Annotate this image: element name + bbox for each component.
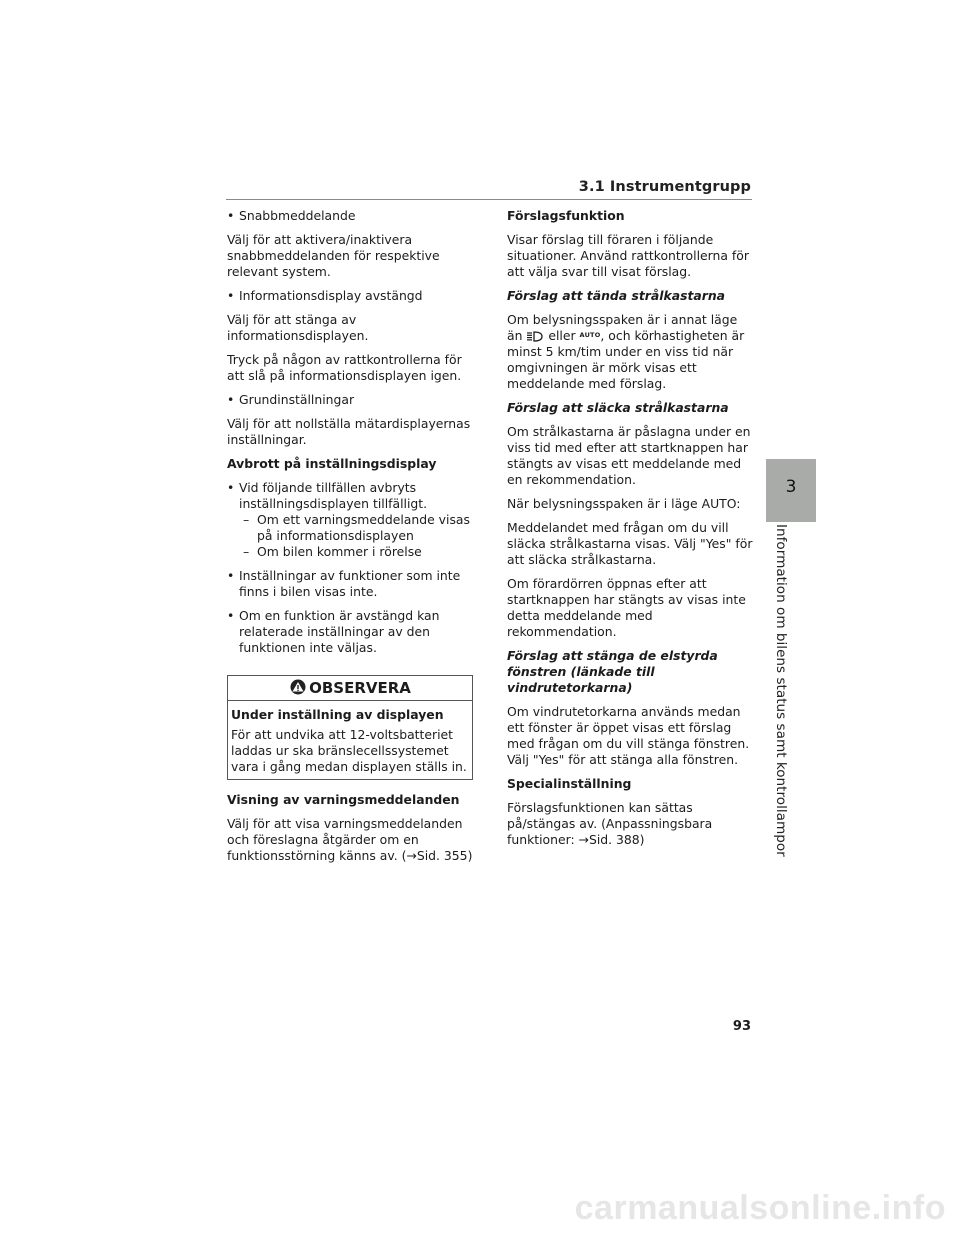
warning-text: För att undvika att 12-voltsbatteriet laddas ur ska bränslecellssystemet vara i gång medan displayen ställs in.: [231, 727, 467, 774]
sub-item-text: Om ett varningsmeddelande visas på informationsdisplayen: [257, 512, 470, 543]
paragraph: Välj för att nollställa mätardisplayernas inställningar.: [227, 416, 471, 447]
paragraph: Välj för att visa varningsmeddelanden och föreslagna åtgärder om en funktionsstörning känns av. (→Sid. 355): [227, 816, 473, 863]
page-number: 93: [732, 1019, 751, 1034]
chapter-title-text: Information om bilens status samt kontrollampor: [773, 524, 789, 857]
paragraph: Tryck på någon av rattkontrollerna för att slå på informationsdisplayen igen.: [227, 352, 462, 383]
bullet-informationsdisplay-avstangd: • Informationsdisplay avstängd: [227, 288, 473, 304]
bullet-avbrott: [227, 480, 473, 560]
page-header-title: 3.1 Instrumentgrupp: [578, 179, 751, 195]
left-column: [227, 208, 473, 872]
chapter-tab: [766, 459, 816, 522]
paragraph: Om förardörren öppnas efter att startknappen har stängts av visas inte detta meddelande med rekommendation.: [507, 576, 746, 639]
section-heading-avbrott: Avbrott på inställningsdisplay: [227, 456, 437, 471]
paragraph: Välj för att aktivera/inaktivera snabbmeddelanden för respektive relevant system.: [227, 232, 440, 279]
paragraph: Visar förslag till föraren i följande situationer. Använd rattkontrollerna för att välja svar till visat förslag.: [507, 232, 749, 279]
bullet-snabbmeddelande: • Snabbmeddelande: [227, 208, 473, 224]
right-column: [507, 208, 753, 856]
headlight-icon: [526, 330, 544, 343]
warning-header: [228, 676, 472, 701]
sub-item: – Om ett varningsmeddelande visas på informationsdisplayen: [243, 512, 470, 543]
auto-mode-icon: AUTO: [579, 331, 601, 339]
paragraph: Välj för att stänga av informationsdisplayen.: [227, 312, 369, 343]
text-fragment: , och körhastigheten är minst 5 km/tim under en viss tid när omgivningen är mörk visas ett meddelande med förslag.: [507, 328, 745, 391]
chapter-number: 3: [785, 477, 797, 497]
subheading-slacka-stralkastarna: Förslag att släcka strålkastarna: [507, 400, 729, 415]
watermark: carmanualsonline.info: [574, 1189, 946, 1227]
warning-title: OBSERVERA: [309, 679, 411, 697]
sub-item: – Om bilen kommer i rörelse: [243, 544, 422, 559]
subheading-tanda-stralkastarna: Förslag att tända strålkastarna: [507, 288, 726, 303]
bullet-funktioner-som-inte-finns: • Inställningar av funktioner som inte finns i bilen visas inte.: [227, 568, 473, 600]
paragraph: Meddelandet med frågan om du vill släcka strålkastarna visas. Välj "Yes" för att släcka strålkastarna.: [507, 520, 753, 567]
warning-box: [227, 675, 473, 780]
section-heading-varningsmeddelanden: Visning av varningsmeddelanden: [227, 792, 460, 807]
text-fragment: Om belysningsspaken är i annat läge än: [507, 312, 738, 343]
paragraph: När belysningsspaken är i läge AUTO:: [507, 496, 741, 511]
sub-item-text: Om bilen kommer i rörelse: [257, 544, 422, 559]
warning-heading: Under inställning av displayen: [231, 707, 444, 722]
bullet-text: • Vid följande tillfällen avbryts inställningsdisplayen tillfälligt.: [239, 480, 428, 511]
text-fragment: eller: [548, 328, 576, 343]
paragraph: Om strålkastarna är påslagna under en viss tid med efter att startknappen har stängts av visas ett meddelande med en rekommendation.: [507, 424, 751, 487]
bullet-grundinstallningar: • Grundinställningar: [227, 392, 473, 408]
section-heading-specialinstallning: Specialinställning: [507, 776, 632, 791]
subheading-stanga-fonstren: Förslag att stänga de elstyrda fönstren (länkade till vindrutetorkarna): [507, 648, 718, 695]
paragraph-lamp-switch: [507, 312, 753, 392]
paragraph: Förslagsfunktionen kan sättas på/stängas av. (Anpassningsbara funktioner: →Sid. 388): [507, 800, 713, 847]
chapter-title-vertical: [770, 524, 810, 857]
warning-icon: [289, 679, 307, 695]
header-divider: [226, 199, 752, 200]
bullet-funktion-avstangd: • Om en funktion är avstängd kan relaterade inställningar av den funktionen inte väljas.: [227, 608, 473, 656]
section-heading-forslagsfunktion: Förslagsfunktion: [507, 208, 625, 223]
warning-body: [228, 701, 472, 779]
paragraph: Om vindrutetorkarna används medan ett fönster är öppet visas ett förslag med frågan om du vill stänga fönstren. Välj "Yes" för att stänga alla fönstren.: [507, 704, 750, 767]
